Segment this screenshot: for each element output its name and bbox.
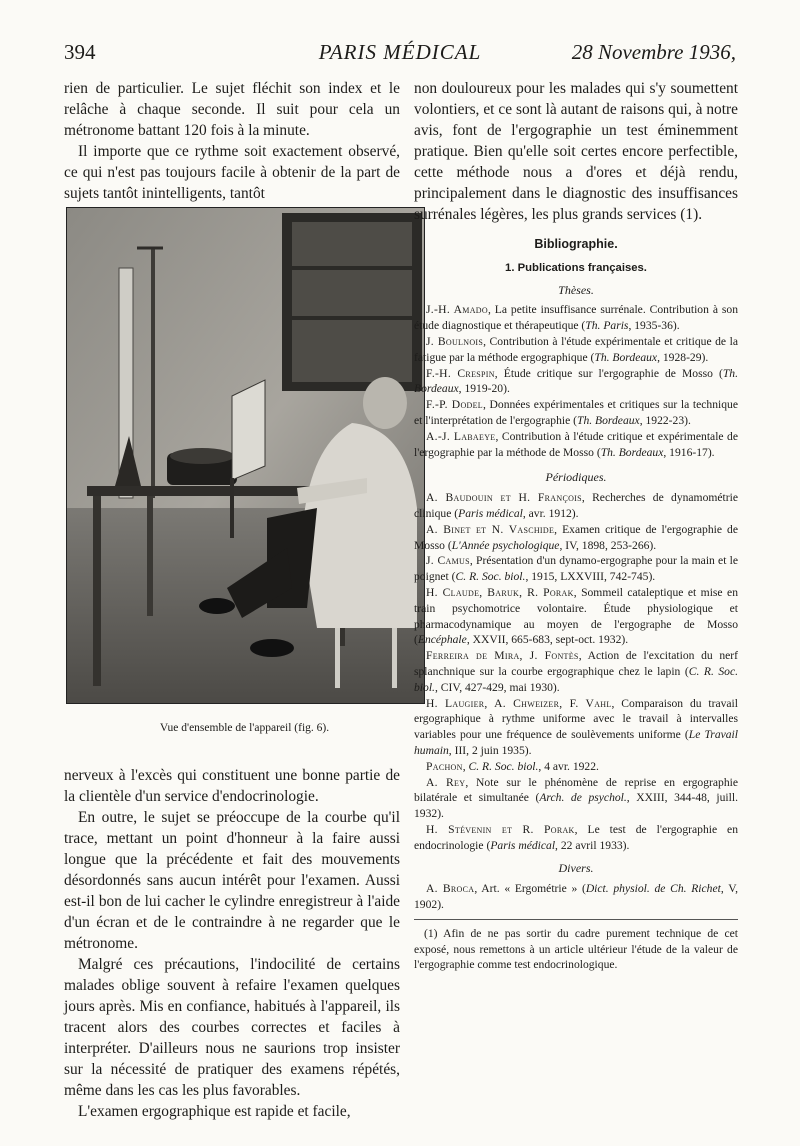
figure-caption: Vue d'ensemble de l'appareil (fig. 6). [159, 722, 330, 734]
bibliography-title: Bibliographie. [534, 237, 618, 251]
entry-source: C. R. Soc. biol. [468, 759, 539, 773]
entry-details: , 1915, LXXVIII, 742-745). [525, 570, 656, 584]
entry-title: , Comparaison du travail ergographique à rythme uniforme avec le travail à intervalles variables pour une fréquence de soulèvements uniforme ( [414, 696, 738, 742]
entry-details: , 22 avril 1933). [555, 838, 630, 852]
entry-title: , [462, 759, 469, 773]
entry-title: , Contribution à l'étude critique et expérimentale de l'ergographie par la méthode de Mosso ( [414, 429, 738, 459]
running-header [64, 40, 736, 72]
bibliography-entry [414, 429, 738, 461]
paragraph: rien de particulier. Le sujet fléchit son index et le relâche à chaque seconde. Il suit pour cela un métronome battant 120 fois à la minute. [64, 80, 400, 139]
entry-title: , Note sur le phénomène de reprise en ergographie bilatérale et simultanée ( [414, 775, 738, 805]
divers-list [414, 881, 738, 913]
entry-source: Th. Paris [585, 319, 629, 333]
entry-source: Dict. physiol. de Ch. Richet [585, 882, 721, 896]
theses-title: Thèses. [558, 282, 594, 297]
issue-date: 28 Novembre 1936, [571, 40, 736, 64]
bibliography-entry [414, 648, 738, 695]
entry-source: Th. Bordeaux [577, 413, 640, 427]
paragraph: L'examen ergographique est rapide et facile, [78, 1103, 351, 1120]
entry-source: Encéphale [417, 633, 467, 647]
entry-author: A. Rey [426, 775, 466, 789]
entry-title: , Données expérimentales et critiques sur la technique et l'interprétation de l'ergographie ( [414, 398, 738, 427]
entry-source: Paris médical [458, 506, 523, 520]
entry-author: A. Baudouin et H. François [426, 491, 582, 505]
photo-illustration [67, 208, 424, 703]
entry-details: , 1922-23). [639, 413, 691, 427]
entry-details: , 1928-29). [657, 350, 709, 364]
bibliography-entry [414, 585, 738, 648]
bibliography-entry [414, 302, 738, 334]
entry-details: , 4 avr. 1922. [538, 759, 599, 773]
entry-title: , Examen critique de l'ergographie de Mosso ( [414, 522, 738, 552]
paragraph: non douloureux pour les malades qui s'y soumettent volontiers, et ce sont là autant de raisons qui, à notre avis, font de l'ergographie un test éminemment pratique. Bien qu'elle soit certes encore perfectible, cette méthode nous a d'ores et déjà rendu, principalement dans le diagnostic des insuffisances surrénales légères, les plus grands services (1). [414, 80, 738, 223]
bibliography-entry [414, 490, 738, 522]
left-column-top [64, 78, 400, 204]
footnote: (1) Afin de ne pas sortir du cadre purement technique de cet exposé, nous remettons à un article ultérieur l'étude de la valeur de l'ergographie comme test endocrinologique. [414, 926, 738, 972]
entry-source: C. R. Soc. biol. [414, 664, 739, 694]
entry-title: , Contribution à l'étude expérimentale et critique de la fatigue par la méthode ergographique ( [414, 334, 739, 364]
entry-author: A. Binet et N. Vaschide [426, 522, 555, 536]
entry-title: , Étude critique sur l'ergographie de Mosso ( [494, 366, 723, 380]
publications-title: 1. Publications françaises. [505, 261, 647, 274]
journal-title: PARIS MÉDICAL [318, 40, 482, 64]
paragraph: En outre, le sujet se préoccupe de la courbe qu'il trace, mettant un point d'honneur à la faire aussi longue que la précédente et fait des mouvements désordonnés sans aucun intérêt pour l'examen. Aussi est-il bon de lui cacher le cylindre enregistreur à l'aide d'un écran et de le contraindre à ne regarder que le métronome. [64, 809, 400, 952]
entry-source: Paris médical [490, 838, 556, 852]
entry-author: F.-H. Crespin [426, 366, 495, 380]
bibliography-entry [414, 881, 738, 913]
paragraph: nerveux à l'excès qui constituent une bonne partie de la clientèle d'un service d'endocrinologie. [64, 767, 400, 805]
entry-source: Arch. de psychol. [539, 791, 627, 805]
footnote-divider [414, 919, 738, 920]
bibliography-entry [414, 397, 738, 429]
entry-details: , XXVII, 665-683, sept-oct. 1932). [466, 633, 629, 647]
entry-author: H. Claude, Baruk, R. Porak [426, 585, 574, 599]
entry-source: Le Travail humain [414, 728, 738, 757]
entry-details: , IV, 1898, 253-266). [559, 538, 657, 552]
bibliography-entry [414, 366, 738, 398]
theses-list [414, 302, 738, 460]
paragraph: Il importe que ce rythme soit exactement observé, ce qui n'est pas toujours facile à obtenir de la part de sujets tantôt inintelligents, tantôt [64, 143, 400, 202]
entry-author: A. Broca [426, 882, 475, 896]
entry-author: Pachon [426, 759, 463, 773]
entry-author: J.-H. Amado [426, 303, 488, 317]
entry-details: , V, 1902). [414, 882, 738, 912]
entry-author: Ferreira de Mira, J. Fontès [426, 649, 579, 663]
entry-details: , 1935-36). [628, 319, 680, 333]
entry-author: H. Stévenin et R. Porak [426, 822, 575, 836]
entry-title: , La petite insuffisance surrénale. Contribution à son étude diagnostique et thérapeutique ( [414, 303, 738, 333]
page-number: 394 [64, 40, 96, 64]
entry-author: F.-P. Dodel [426, 398, 483, 412]
entry-author: A.-J. Labaeye [426, 429, 496, 443]
entry-title: , Action de l'excitation du nerf splanchnique sur la courbe ergographique chez le lapin ( [414, 649, 739, 678]
entry-author: J. Camus [426, 554, 470, 568]
entry-title: , Le test de l'ergographie en endocrinologie ( [414, 822, 739, 852]
bibliography-entry [414, 775, 738, 822]
entry-title: , Recherches de dynamométrie clinique ( [414, 491, 738, 520]
entry-author: J. Boulnois [426, 334, 484, 348]
entry-author: H. Laugier, A. Chweizer, F. Vahl [426, 696, 612, 710]
bibliography-entry [414, 759, 738, 775]
right-column [414, 78, 738, 973]
entry-details: , III, 2 juin 1935). [448, 743, 532, 757]
entry-source: Th. Bordeaux [600, 445, 664, 459]
entry-source: L'Année psychologique [451, 538, 560, 552]
entry-title: , Présentation d'un dynamo-ergographe pour la main et le poignet ( [414, 554, 739, 584]
entry-source: Th. Bordeaux [414, 366, 738, 396]
entry-title: , Art. « Ergométrie » ( [474, 882, 586, 896]
periodiques-title: Périodiques. [545, 470, 607, 485]
bibliography-entry [414, 553, 738, 585]
bibliography-entry [414, 696, 738, 759]
periodiques-list [414, 490, 738, 853]
bibliography-entry [414, 822, 738, 854]
entry-details: , CIV, 427-429, mai 1930). [434, 680, 560, 694]
entry-details: , 1916-17). [663, 445, 715, 459]
entry-source: Th. Bordeaux [594, 350, 658, 364]
bibliography [414, 237, 738, 973]
divers-title: Divers. [558, 861, 594, 876]
bibliography-entry [414, 334, 738, 366]
paragraph: Malgré ces précautions, l'indocilité de certains malades oblige souvent à refaire l'examen quelques jours après. Mis en confiance, habitués à l'appareil, ils tracent alors des courbes correctes et faciles à interpréter. D'ailleurs nous ne saurions trop insister sur la nécessité de pratiquer des examens répétés, même dans les cas les plus favorables. [64, 956, 400, 1099]
entry-details: , XXIII, 344-48, juill. 1932). [414, 791, 738, 821]
entry-details: , 1919-20). [458, 382, 510, 396]
apparatus-photograph [66, 207, 425, 704]
entry-source: C. R. Soc. biol. [455, 570, 526, 584]
left-column-bottom [64, 765, 400, 1122]
bibliography-entry [414, 522, 738, 554]
entry-details: , avr. 1912). [522, 506, 579, 520]
entry-title: , Sommeil cataleptique et mise en train psychomotrice volontaire. Étude physiologique et pharmacodynamique au moyen de l'ergographe de Mosso ( [414, 585, 738, 647]
